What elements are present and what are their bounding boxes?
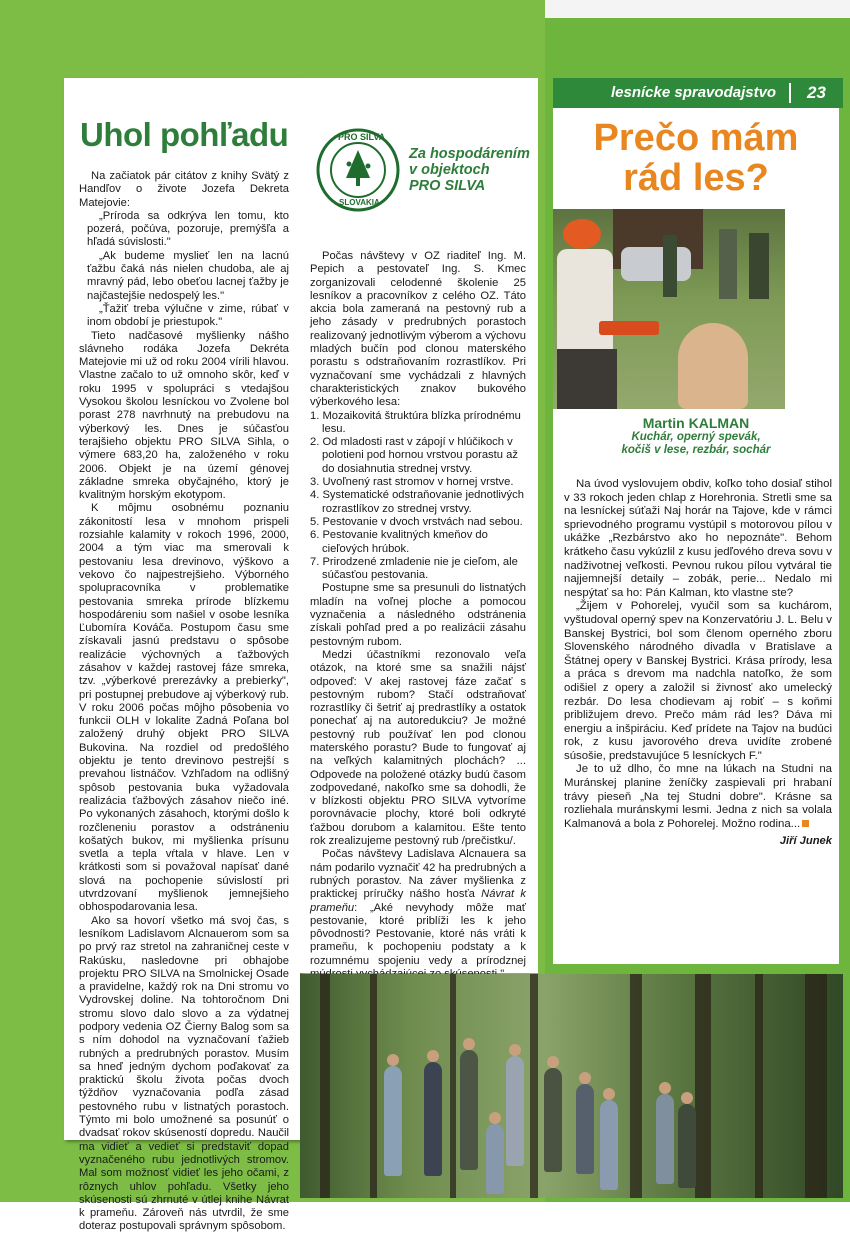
tree-trunk <box>370 974 377 1198</box>
end-mark <box>802 820 809 827</box>
forester-head <box>427 1050 439 1062</box>
book-title: Návrat k prameňu <box>310 888 526 914</box>
right-author: Jiří Junek <box>779 835 832 848</box>
mid-list-item: 2. Od mladosti rast v zápojí v hlúčikoch v polotieni pod hornou vrstvou porastu až do dosiahnutia strednej vrstvy. <box>310 436 518 475</box>
right-article-title <box>553 118 839 198</box>
heading-line: v objektoch <box>409 162 490 178</box>
forester-figure <box>506 1056 524 1166</box>
right-paragraph: „Žijem v Pohorelej, vyučil som sa kuchárom, vyštudoval operný spev na Konzervatóriu J. L. Belu v Banskej Bystrici, bol som členom operného zboru Slovenského národného divadla v Bratislave a Štátnej opery v Banskej Bystrici. Krása prírody, lesa a práca s drevom ma nadchla natoľko, že som odišiel z opery a založil si živnosť ako umelecký rezbár. Do lesa chodievam aj robiť – s koňmi približujem drevo. Prečo mám rád les? Dáva mi energiu a inšpiráciu. Keď prídete na Tajov na budúci rok, z kusu javorového dreva uvidíte zrobené súsošie, predstavujúce 5 lesníckych F." <box>564 600 832 762</box>
carver-legs <box>557 349 617 409</box>
section-band <box>553 78 843 108</box>
right-paragraph <box>564 763 832 831</box>
forester-figure <box>544 1068 562 1172</box>
left-quote: „Ak budeme myslieť len na lacnú ťažbu čaká nás nielen chudoba, ale aj mravný pád, lebo obeťou lacnej ťažby je najčastejšie nedospelý les." <box>87 249 289 302</box>
top-margin-strip <box>545 0 850 18</box>
tree-trunk <box>530 974 538 1198</box>
mid-paragraph <box>310 848 526 981</box>
mid-list-item: 6. Pestovanie kvalitných kmeňov do cieľových hrúbok. <box>310 529 488 555</box>
tree-trunk <box>755 974 763 1198</box>
forester-head <box>681 1092 693 1104</box>
bystander <box>719 229 737 299</box>
forester-figure <box>678 1104 696 1188</box>
tree-trunk <box>320 974 330 1198</box>
owl-sculpture <box>678 323 748 409</box>
forester-figure <box>656 1094 674 1184</box>
forester-head <box>509 1044 521 1056</box>
left-paragraph: K môjmu osobnému poznaniu zákonitostí lesa v mnohom prispeli rozsiahle kalamity v rokoch 1996, 2000, 2004 a tým viac ma smerovali k pestovaniu lesa drevinovo, výškovo a vekovo čo najpestrejšieho. Výborného spolupracovníka v problematike pestovania smreka prírode blízkemu hospodáreniu som našiel v osobe lesníka Ľubomíra Kováča. Postupom času sme získavali jasnú predstavu o spôsobe realizácie výchovných a ťažbových zásahov v každej rastovej fáze smreka, tzv. „výberkové prerezávky a prebierky", pri postupnej prebudove aj výberkový rub. V roku 2006 počas môjho pôsobenia vo funkcii OLH v lokalite Zadná Poľana bol založený druhý objekt PRO SILVA Bukovina. Na rozdiel od predošlého objektu je tento drevinovo pestrejší s prevahou listnáčov. Vzhľadom na odlišný spôsob pestovania buka vyžadovala realizácia ťažbových zásahov niečo iné. Po vykonaných zásahoch, ktorými došlo k rozčleneniu porastov a odstráneniu košatých bukov, mi myšlienka prísunu svetla a tepla vŕtala v hlave. Len v krátkosti som si považoval napísať dané slová na pochopenie súvislostí pri utvrdzovaní myšlienok jemnejšieho obhospodarovania lesa. <box>79 502 289 914</box>
forester-head <box>603 1088 615 1100</box>
forester-figure <box>486 1124 504 1194</box>
forest-group-photo <box>300 974 843 1198</box>
logo-bottom-text: SLOVAKIA <box>339 198 380 207</box>
tree-trunk <box>630 974 642 1198</box>
forester-figure <box>576 1084 594 1174</box>
left-article-body <box>79 170 289 1234</box>
header-divider <box>789 83 791 103</box>
carver-photo <box>553 209 785 409</box>
bystander <box>663 235 677 297</box>
heading-line: PRO SILVA <box>409 178 486 194</box>
helmet-shape <box>563 219 601 249</box>
mid-list-item: 5. Pestovanie v dvoch vrstvách nad sebou. <box>310 515 523 528</box>
bystander <box>749 233 769 299</box>
car-shape <box>621 247 691 281</box>
tree-trunk <box>695 974 711 1198</box>
left-paragraph: Na začiatok pár citátov z knihy Svätý z Handľov o živote Jozefa Dekreta Matejovie: <box>79 170 289 209</box>
paragraph-text: Je to už dlho, čo mne na lúkach na Studni na Muránskej planine ženíčky zaspievali pri hrabaní trávy pieseň „Na tej Studni dobre". Krásne sa rozliehala muránskymi lesmi. Jedna z nich sa volala Kalmanová a bola z Pohorelej. Možno rodina... <box>564 763 832 830</box>
forester-figure <box>424 1062 442 1176</box>
right-paragraph: Na úvod vyslovujem obdiv, koľko toho dosiaľ stihol v 33 rokoch jeden chlap z Horehronia. Stretli sme sa na lesníckej súťaži Naj horár na Tajove, kde v rámci sprievodného programu vystúpil s motorovou pílou v ukážke „Rezbárstvo ako ho nepoznáte". Behom krátkeho času vykúzlil z kusu jedľového dreva sovu v nadživotnej veľkosti. Pevnou rukou pílou vytváral tie najjemnejší detaily – zobák, perie... Nedalo mi nespýtať sa ho: Pán Kalman, kto vlastne ste? <box>564 478 832 599</box>
mid-paragraph: Počas návštevy v OZ riaditeľ Ing. M. Pepich a pestovateľ Ing. S. Kmec zorganizovali celodenné školenie 25 lesníkov a pracovníkov z celého OZ. Táto akcia bola zameraná na pestovný rub a jeho zásady v predrubných porastoch realizovaný jednotlivým výberom a výchovu mladých bučín pod clonou materského porastu s odstraňovaním rozrastlíkov. Pri vyznačovaní sme vychádzali z hlavných charakteristických znakov bukového výberkového lesa: <box>310 250 526 409</box>
left-article-title: Uhol pohľadu <box>80 116 289 153</box>
forester-head <box>463 1038 475 1050</box>
paragraph-part: Počas návštevy Ladislava Alcnauera sa nám podarilo vyznačiť 42 ha predrubných a rubných porastov. Na záver myšlienka z praktickej príručky nášho hosťa <box>310 848 526 901</box>
forester-head <box>547 1056 559 1068</box>
mid-list-item: 3. Uvoľnený rast stromov v hornej vrstve. <box>310 476 514 489</box>
forester-head <box>489 1112 501 1124</box>
person-desc: kočiš v lese, rezbár, sochár <box>621 444 771 456</box>
forester-figure <box>600 1100 618 1190</box>
person-desc: Kuchár, operný spevák, <box>631 431 761 443</box>
tree-trunk <box>450 974 456 1198</box>
page-number: 23 <box>807 83 826 102</box>
forester-head <box>579 1072 591 1084</box>
mid-article-body <box>310 250 526 997</box>
mid-paragraph: Postupne sme sa presunuli do listnatých mladín na voľnej ploche a pomocou vyznačenia a následného odstránenia získali pohľad pred a po realizácii zásahu pestovným rubom. <box>310 582 526 648</box>
title-line: rád les? <box>623 157 769 199</box>
section-name: lesnícke spravodajstvo <box>611 84 777 101</box>
left-paragraph: Ako sa hovorí všetko má svoj čas, s lesníkom Ladislavom Alcnauerom som sa po prvý raz stretol na zahraničnej ceste v Rakúsku, nasledovne pri obhajobe projektu PRO SILVA na Smolnickej Osade a pravidelne, každý rok na Dni stromu vo Vydrovskej doline. Na tohtoročnom Dni stromu slovo dalo slovo a za výdatnej podpory vedenia OZ Čierny Balog som sa s ním dohodol na vyznačovaní ťažieb rubných a predrubných porastov. Musím sa hneď jedným dychom poďakovať za praktickú školu života počas dvoch týždňov vyznačovania podľa zásad pestovného rubu v listnatých porastoch. Týmto mi bolo umožnené sa posunúť o dvadsať rokov skúseností dopredu. Naučil ma vidieť a vedieť si predstaviť dopad vyznačeného rubu jednotlivých stromov. Mal som možnosť vidieť les jeho očami, z rôznych uhlov pohľadu. Všetky jeho skúsenosti sú zhrnuté v útlej knihe Návrat k prameňu. Zároveň nás utvrdil, že sme doteraz postupovali správnym spôsobom. <box>79 914 289 1233</box>
mid-paragraph: Medzi účastníkmi rezonovalo veľa otázok, na ktoré sme sa snažili nájsť odpoveď: V akej rastovej fáze začať s pestovným rubom? Stačí odstraňovať rozrastlíky či šetriť aj predrastlíky a ostatok ponechať aj na autoredukciu? Je možné pestovný rub používať len pod clonou materského porastu? Bude to fungovať aj na veľkých kalamitných plochách? ... Odpovede na položené otázky budú časom zodpovedané, nakoľko sme sa dohodli, že v blízkosti objektu PRO SILVA vytvoríme porovnávacie plochy, ktoré boli odkryté ťažbou dorubom a kalamitou. Ešte tento rok zrealizujeme pestovný rub /prečistku/. <box>310 648 526 848</box>
pro-silva-logo <box>316 128 400 212</box>
tree-trunk <box>805 974 827 1198</box>
left-paragraph: Tieto nadčasové myšlienky nášho slávneho rodáka Jozefa Dekréta Matejovie mi už od roku 2004 vírili hlavou. Vlastne začalo to už omnoho skôr, keď v roku 1995 v spolupráci s vtedajšou Vysokou školou lesníckou vo Zvolene bol porast 278 navrhnutý na prebudovu na výberkový les. Dnes je súčasťou terajšieho objektu PRO SILVA Sihla, o výmere 683,20 ha, založeného v roku 2006. Objekt je na území génovej základne smreka obyčajného, ktorý je kvalitným horským ekotypom. <box>79 329 289 502</box>
person-name: Martin KALMAN <box>642 415 750 431</box>
person-caption <box>553 415 839 457</box>
forester-head <box>659 1082 671 1094</box>
left-quote: „Ťažiť treba výlučne v zime, rúbať v inom období je priestupok." <box>87 302 289 329</box>
mid-list-item: 4. Systematické odstraňovanie jednotlivých rozrastlíkov zo strednej vrstvy. <box>310 489 524 515</box>
mid-list-item: 7. Prirodzené zmladenie nie je cieľom, ale súčasťou pestovania. <box>310 555 518 582</box>
right-article-body <box>564 478 832 849</box>
forester-figure <box>460 1050 478 1170</box>
chainsaw-shape <box>599 321 659 335</box>
title-line: Prečo mám <box>593 117 799 159</box>
logo-top-text: PRO SILVA <box>338 132 386 142</box>
mid-list-item: 1. Mozaikovitá štruktúra blízka prírodnému lesu. <box>310 409 521 435</box>
left-quote: „Príroda sa odkrýva len tomu, kto pozerá, počúva, pozoruje, premýšľa a hľadá súvislosti." <box>87 209 289 249</box>
forester-figure <box>384 1066 402 1176</box>
paragraph-part: : „Aké nevyhody môže mať pestovanie, ktoré priblíži les k jeho pôvodnosti? Pestovanie, ktoré nás vráti k prameňu, k pochopeniu podstaty a k rozumnému spojeniu vedy a prírodznej <box>310 901 526 967</box>
pro-silva-heading <box>409 146 530 194</box>
forester-head <box>387 1054 399 1066</box>
heading-line: Za hospodárením <box>409 146 530 162</box>
